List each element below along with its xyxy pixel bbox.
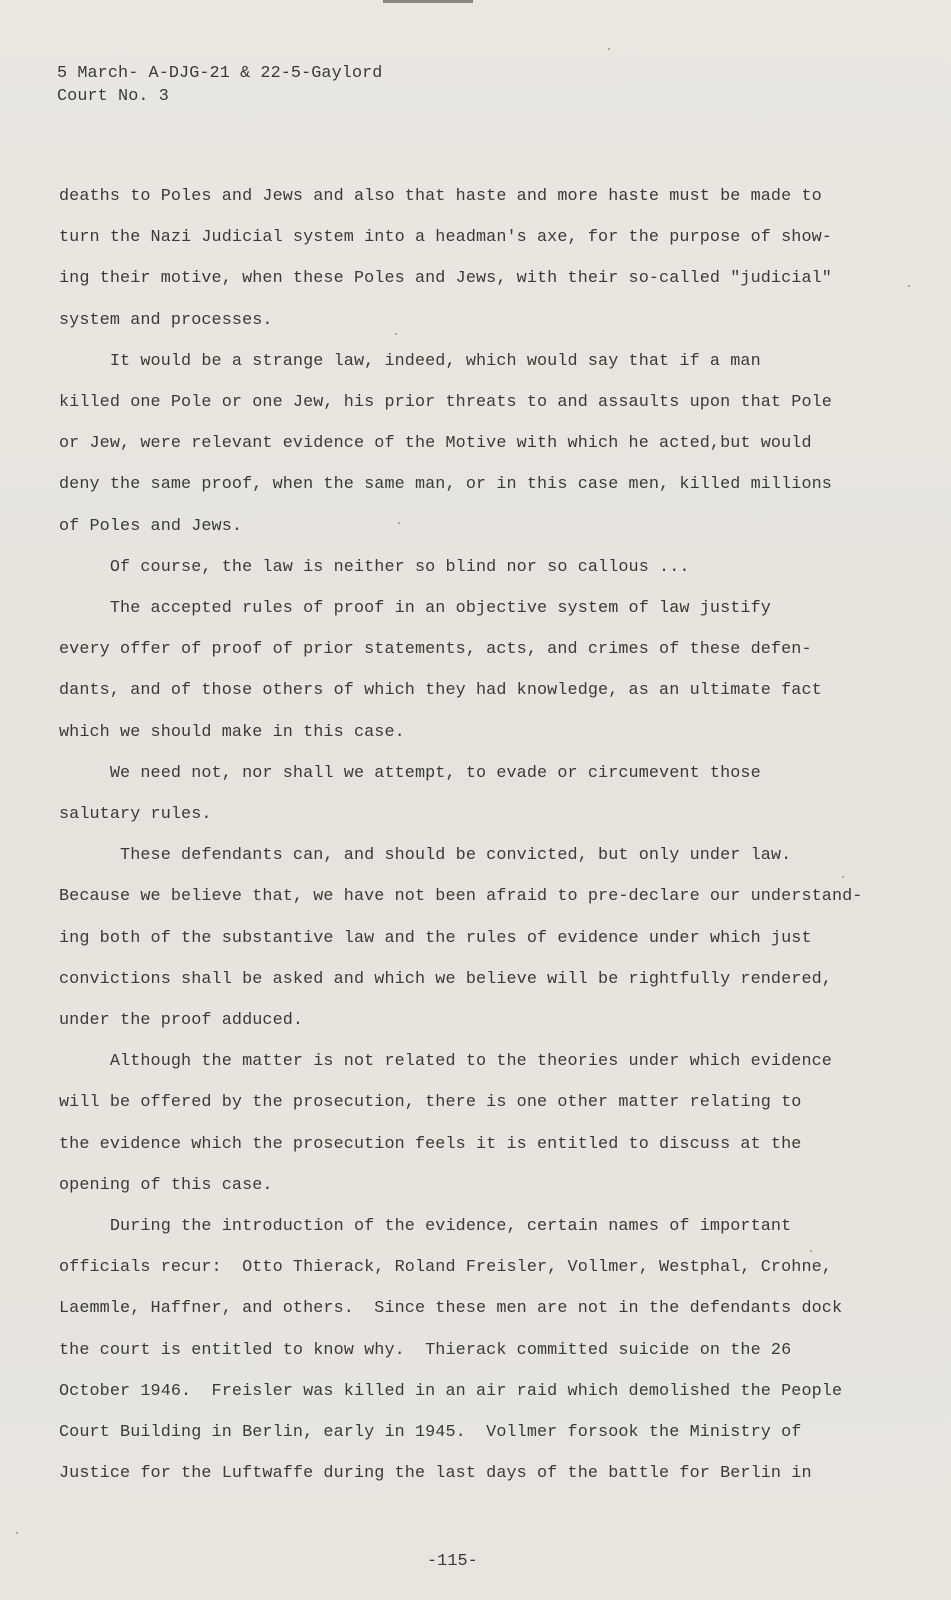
body-text-line: These defendants can, and should be convicted, but only under law. (59, 846, 792, 865)
header-line-court: Court No. 3 (57, 87, 169, 106)
body-text-line: ing both of the substantive law and the rules of evidence under which just (59, 929, 812, 948)
body-text-line: Justice for the Luftwaffe during the last days of the battle for Berlin in (59, 1464, 812, 1483)
body-text-line: ing their motive, when these Poles and Jews, with their so-called "judicial" (59, 269, 832, 288)
body-text-line: system and processes. (59, 311, 273, 330)
body-text-line: under the proof adduced. (59, 1011, 304, 1030)
body-text-line: killed one Pole or one Jew, his prior threats to and assaults upon that Pole (59, 393, 832, 412)
header-line-session: 5 March- A-DJG-21 & 22-5-Gaylord (57, 64, 383, 83)
body-text-line: the court is entitled to know why. Thierack committed suicide on the 26 (59, 1341, 792, 1360)
paper-speck (398, 522, 400, 524)
paper-speck (395, 333, 397, 335)
body-text-line: will be offered by the prosecution, there is one other matter relating to (59, 1093, 802, 1112)
body-text-line: Although the matter is not related to the theories under which evidence (59, 1052, 832, 1071)
body-text-line: deny the same proof, when the same man, or in this case men, killed millions (59, 475, 832, 494)
body-text-line: October 1946. Freisler was killed in an air raid which demolished the People (59, 1382, 843, 1401)
body-text-line: convictions shall be asked and which we believe will be rightfully rendered, (59, 970, 832, 989)
body-text-line: Because we believe that, we have not been afraid to pre-declare our understand- (59, 887, 863, 906)
body-text-line: which we should make in this case. (59, 723, 405, 742)
body-text-line: the evidence which the prosecution feels it is entitled to discuss at the (59, 1135, 802, 1154)
paper-speck (608, 48, 610, 50)
body-text-line: Court Building in Berlin, early in 1945. Vollmer forsook the Ministry of (59, 1423, 802, 1442)
body-text-line: officials recur: Otto Thierack, Roland Freisler, Vollmer, Westphal, Crohne, (59, 1258, 832, 1277)
body-text-line: salutary rules. (59, 805, 212, 824)
page-top-edge (383, 0, 473, 3)
body-text-line: We need not, nor shall we attempt, to evade or circumevent those (59, 764, 761, 783)
paper-speck (16, 1532, 18, 1534)
paper-speck (810, 1250, 812, 1252)
body-text-line: It would be a strange law, indeed, which would say that if a man (59, 352, 761, 371)
body-text-line: of Poles and Jews. (59, 517, 243, 536)
paper-speck (842, 876, 844, 878)
body-text-line: opening of this case. (59, 1176, 273, 1195)
body-text-line: every offer of proof of prior statements, acts, and crimes of these defen- (59, 640, 812, 659)
body-text-line: Laemmle, Haffner, and others. Since these men are not in the defendants dock (59, 1299, 843, 1318)
body-text-line: During the introduction of the evidence, certain names of important (59, 1217, 792, 1236)
page-number: -115- (427, 1552, 478, 1571)
body-text-line: turn the Nazi Judicial system into a headman's axe, for the purpose of show- (59, 228, 832, 247)
body-text-line: deaths to Poles and Jews and also that haste and more haste must be made to (59, 187, 822, 206)
paper-speck (908, 285, 910, 287)
body-text-line: dants, and of those others of which they had knowledge, as an ultimate fact (59, 681, 822, 700)
body-text-line: The accepted rules of proof in an objective system of law justify (59, 599, 771, 618)
body-text-line: Of course, the law is neither so blind nor so callous ... (59, 558, 690, 577)
body-text-line: or Jew, were relevant evidence of the Motive with which he acted,but would (59, 434, 812, 453)
